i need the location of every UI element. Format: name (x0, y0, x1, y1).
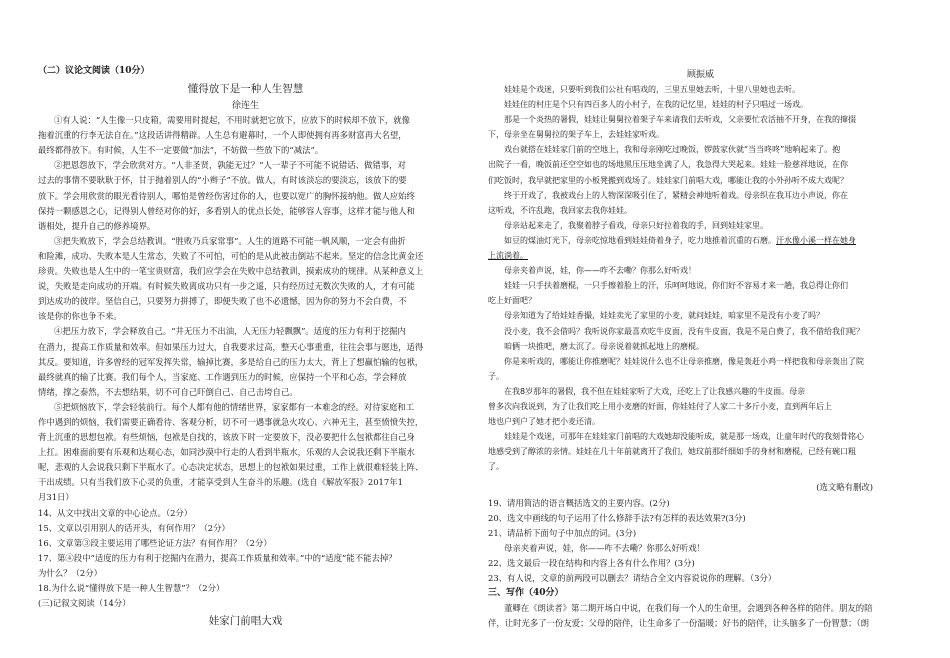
story-line: 娃娃一只手扶着磨棍，一只手擦着脸上的汗，乐呵呵地说，你们好不容易才来一趟，我总得让你们 (504, 281, 848, 291)
essay-line: 最终就真的输了比赛。我们每个人，当家庭、工作遇到压力的时候，应保持一个平和心态，学会释放 (38, 371, 407, 382)
essay-line: ③把失败放下，学会总结教训。“胜败乃兵家常事”。人生的道路不可能一帆风顺，一定会有曲折 (54, 235, 406, 246)
essay-line: 到达成功的彼岸。坚信自己，只要努力拼搏了，即便失败了也不必遗憾，因为你的努力不会白费，不 (38, 296, 407, 307)
underlined-sentence: 汗水像小溪一样在她身 (776, 235, 856, 245)
story-line: 如豆的煤油灯光下，母亲吃惊地看到娃娃倚着身子，吃力地推着沉重的石磨。汗水像小溪一样在她身 (504, 235, 856, 245)
essay-line: 上扛。困难面前要有乐观和达观心态，如同沙漠中行走的人看到半瓶水，乐观的人会说我还剩下半瓶水 (38, 447, 415, 458)
essay-body (38, 113, 453, 505)
essay-line: 说，失败是走向成功的开端。有时候失败离成功只有一步之遥，只有经历过无数次失败的人，才有可能 (38, 281, 415, 292)
essay-title: 懂得放下是一种人生智慧 (187, 83, 304, 96)
questions-19-23 (488, 496, 913, 587)
question-line: 为什么？（2分） (38, 567, 102, 578)
essay-line: 呢，悲观的人会说我只剩下半瓶水了。心态决定状态，思想上的包袱如果过重，工作上就很难轻装上阵、 (38, 462, 424, 473)
question-line: 16、文章第③段主要运用了哪些论证方法？有何作用？（2分） (38, 537, 272, 548)
question-line: 23、有人说，文章的前两段可以删去？请结合全文内容说说你的理解。（3分） (488, 573, 777, 583)
essay-line: 在潜力，提高工作质量和效率。但如果压力过大，自我要求过高，整天心事重重，往往会事与愿违，适得 (38, 341, 424, 352)
section-heading-narrative: (三)记叙文阅读（14分） (38, 598, 131, 609)
story-line: 母亲站起来走了，我聚着脖子看戏，母亲只好拉着我的手，回到娃娃家里。 (504, 220, 768, 230)
section-heading-argumentative: （二）议论文阅读（10分） (38, 66, 150, 76)
writing-line: 董卿在《朗读者》第二期开场白中说，在我们每一个人的生命里，会遇到各种各样的陪伴。朋友的陪 (504, 603, 873, 614)
question-line: 20、选文中画线的句子运用了什么修辞手法?有怎样的表达效果?(3分) (488, 512, 746, 523)
story-line: 下，母亲坐在舅舅拉的架子车上，去娃娃家听戏。 (488, 130, 664, 140)
story-line: 娃娃是个戏迷，可那年在娃娃家门前唱的大戏她却没能听成，就是那一场戏，让童年时代的我刻骨铭心 (504, 432, 864, 442)
story-body (488, 82, 913, 474)
story-line: 咱俩一块推吧，磨太沉了。母亲说着就抓起地上的磨棍。 (504, 341, 704, 351)
story-line: 没小麦，我不会借吗？我听说你家最喜欢吃牛皮面，没有牛皮面，我是不是白费了，我不借给我们呢？ (504, 326, 864, 336)
story-title: 娃家门前唱大戏 (208, 615, 283, 628)
story-line: 母亲知道为了给娃娃香撮，娃娃卖光了家里的小麦，就问娃娃，咱家里不是没有小麦了吗？ (504, 311, 824, 321)
story-line: 子。 (488, 371, 504, 381)
essay-line: 珍贵。失败也是人生中的一笔宝贵财富，我们应学会在失败中总结教训，摸索成功的规律。从某种意义上 (38, 266, 424, 277)
essay-line: 保持一颗感恩之心，记得别人曾经对你的好，多看别人的优点长处，能够容人容事，这样才能与他人和 (38, 205, 415, 216)
essay-line: 背上沉重的思想包袱。有些烦恼，包袱是自找的，该放下时一定要放下，没必要把什么包袱都往自己身 (38, 432, 415, 443)
essay-line: 情绪，撑之泰然，不去想结果，切不可自己吓倒自己、自己击垮自己。 (38, 386, 298, 397)
question-line: 母亲夹着声说，娃，你——咋不去嘞？你那么好听戏！ (504, 542, 705, 553)
essay-line: 过去的事情不要耿耿于怀，甘于抛着别人的“小辫子”不放。做人，有时该淡忘的要淡忘，该放下的要 (38, 175, 407, 186)
story-line: 上流淌着。 (488, 251, 528, 261)
story-line: 地感受到了醇浓的亲情。娃娃在几十年前就离开了我们，她玟前那纤细如手的身材和磨棍，已经有碗口粗 (488, 447, 856, 457)
question-line: 19、请用简洁的语言概括选文的主要内容。(2分) (488, 497, 670, 508)
question-line: 14、从文中找出文章的中心论点。（2分） (38, 507, 193, 518)
story-line: 曾多次向我说到，为了让我们吃上用小麦磨的好面，你娃娃付了人家二十多斤小麦，直到两年后上 (488, 401, 832, 411)
essay-line: 干出成绩。只有当我们放下心灵的负重，才能享受到人生奋斗的乐趣。(选自《解放军报》2017年1 (38, 477, 403, 488)
story-line: 了。 (488, 462, 504, 472)
story-author: 顾振威 (686, 70, 714, 80)
source-note: (选文略有删改) (816, 482, 873, 493)
essay-line: 其反。要知道，许多曾经的冠军发挥失常，输掉比赛，多是给自己的压力太大，背上了想赢怕输的包袱， (38, 356, 424, 367)
story-line: 地也户到户了她才把小麦还清。 (488, 417, 600, 427)
section-heading-writing: 三、写作（40分） (488, 588, 564, 599)
essay-line: 谐相处，提升自己的修养境界。 (38, 220, 156, 231)
question-line: 17、第④段中“适度的压力有利于挖掘内在潜力，提高工作质量和效率。”中的“适度”能不能去掉？ (38, 552, 397, 563)
questions-14-18 (38, 506, 453, 597)
story-line: 在我8岁那年的暑假，我不但在娃娃家听了大戏，还吃上了让我感兴趣的牛皮面。母亲 (504, 386, 806, 396)
question-line: 21、请品析下面句子中加点的词。(3分) (488, 527, 637, 538)
essay-line: 放下。学会用欣赏的眼光看待别人，哪怕是曾经伤害过你的人，也要以宽广的胸怀接纳他。做人应始终 (38, 190, 415, 201)
story-line: 这听戏，不许乱跑，我回家去我你娃娃。 (488, 205, 632, 215)
essay-line: 该是你的你也争不来。 (38, 311, 122, 322)
story-line: 吃上好面吧？ (488, 296, 536, 306)
essay-line: 拖着沉重的行李无法自在。”这段话讲得精辟。人生总有避幕时，一个人即使拥有再多财富再大名望， (38, 130, 407, 141)
story-line: 戏台就搭在娃娃家门前的空地上，我和母亲刚吃过晚饭，锣鼓家伙就“当当咚咚”地响起来了。抱 (504, 145, 841, 155)
question-line: 15、文章以引用别人的话开头，有何作用？（2分） (38, 522, 230, 533)
story-line: 你是来听戏的，哪能让你推磨呢？娃娃说什么也不让母亲推磨，像是轰赶小鸡一样把我和母亲轰出了院 (504, 356, 864, 366)
writing-line: 伴，让时光多了一份友爱；父母的陪伴，让生命多了一份温暖；好书的陪伴，让头脑多了一份智慧；（朗 (488, 618, 870, 629)
essay-line: ①有人说：“人生像一只皮箱，需要用时提起，不用时就把它放下，应放下的时候却不放下，就像 (54, 115, 411, 126)
story-line: 终于开戏了，我被戏台上的人物深深吸引住了，紧精会神地听着戏。母亲织在我耳边小声说，你在 (504, 190, 848, 200)
essay-line: ⑤把烦恼放下，学会轻装前行。每个人都有他的情绪世界，家家都有一本难念的经。对待家庭和工 (54, 401, 415, 412)
writing-prompt (488, 601, 913, 631)
essay-line: 最终都得放下。有时候，人生不一定要做“加法”，不妨做一些放下的“减法”。 (38, 145, 324, 156)
essay-author: 徐连生 (231, 101, 259, 112)
right-column (488, 68, 913, 631)
essay-line: 作中遇到的烦恼，我们需要正确看待、客观分析，切不可一遇事就急火攻心、六神无主，甚至愤愤失控， (38, 416, 424, 427)
question-line: 18.为什么说“懂得放下是一种人生智慧”？（2分） (38, 583, 225, 593)
question-line: 22、选文最后一段在结构和内容上各有什么作用？(3分) (488, 557, 695, 568)
left-column (38, 64, 453, 631)
essay-line: 月31日） (38, 492, 74, 503)
essay-line: ②把恩怨放下，学会欣赏对方。“人非圣贤，孰能无过？”人一辈子不可能不说错话、做错事，对 (54, 160, 406, 171)
story-line: 娃娃住的村庄是个只有四百多人的小村子，在我的记忆里，娃娃的村子只唱过一场戏。 (504, 100, 808, 110)
essay-line: ④把压力放下，学会释放自己。“井无压力不出油，人无压力轻飘飘”。适度的压力有利于挖掘内 (54, 326, 406, 337)
story-line: 那是一个炎热的暑假，娃娃让舅舅拉着架子车来请我们去听戏，父亲要忙农活抽不开身，在我的撺掇 (504, 115, 856, 125)
story-line: 娃娃是个戏迷，只要听到我们公社有唱戏的，三里五里她去听，十里八里她也去听。 (504, 85, 800, 94)
story-line: 出院子一看，晚饭前还空空如也的场地黑压压地坐满了人，我急得大哭起来。娃娃一脸慈祥地说，在你 (488, 160, 848, 170)
essay-line: 和险滩，成功、失败本是人生常态，失败了不可怕，可怕的是从此被击倒站不起来。坚定的信念比黄金还 (38, 250, 424, 261)
story-line: 母亲夹着声说，娃，你——咋不去嘞？你那么好听戏！ (504, 266, 696, 276)
story-line: 们吃饭时，我早就把家里的小板凳搬到戏场了。娃娃家门前唱大戏，哪能让我的小外孙听不成大戏呢？ (488, 175, 848, 185)
